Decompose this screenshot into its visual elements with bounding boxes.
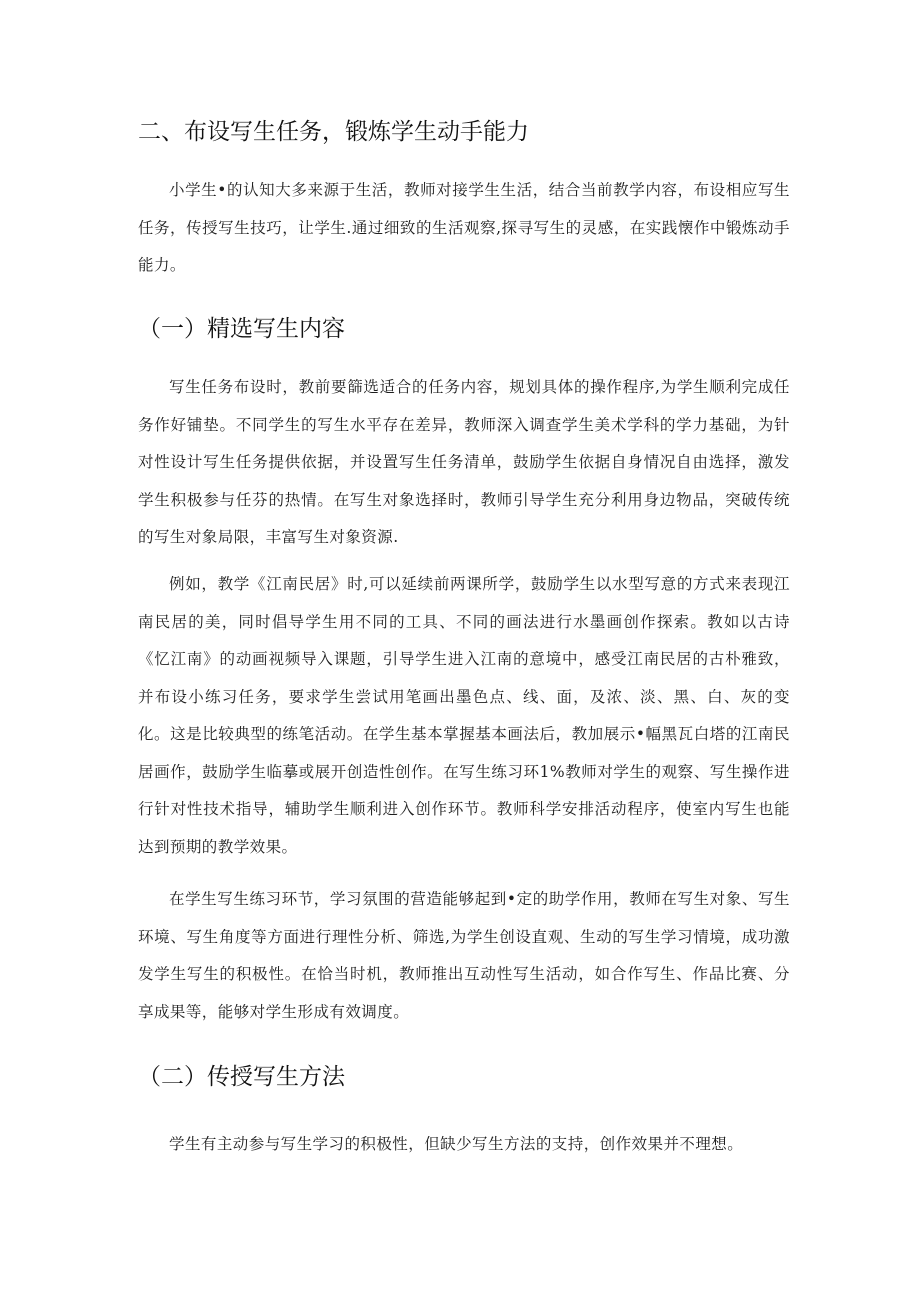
subsection-1-paragraph-3: 在学生写生练习环节，学习氛围的营造能够起到•定的助学作用，教师在写生对象、写生环境、写生角度等方面进行理性分析、筛选,为学生创设直观、生动的写生学习情境，成功激发学生写生的积极性。在恰当时机，教师推出互动性写生活动，如合作写生、作品比赛、分享成果等，能够对学生形成有效调度。	[138, 890, 790, 1021]
subsection-1-paragraph-1: 写生任务布设时，教前要篩选适合的任务内容，规划具体的操作程序,为学生顺利完成任务作好铺垫。不同学生的写生水平存在差异，教师深入调查学生美术学科的学力基础，为针对性设计写生任务提供依据，并设置写生任务清单，鼓励学生依据自身情况自由选择，激发学生积极参与任芬的热情。在写生对象选择时，教师引导学生充分利用身边物品，突破传统的写生对象局限，丰富写生对象资源.	[138, 378, 790, 546]
subsection-heading-2: （二）传授写生方法	[138, 1064, 345, 1090]
intro-paragraph: 小学生•的认知大多来源于生活，教师对接学生生活，结合当前教学内容，布设相应写生任务，传授写生技巧，让学生.通过细致的生活观察,探寻写生的灵感，在实践懐作中锻炼动手能力。	[138, 181, 790, 274]
section-heading: 二、布设写生任务，锻炼学生动手能力	[138, 119, 529, 145]
subsection-heading-1: （一）精选写生内容	[138, 316, 345, 342]
subsection-2-paragraph-1: 学生有主动参与写生学习的积极性，但缺少写生方法的支持，创作效果并不理想。	[169, 1135, 744, 1153]
subsection-1-paragraph-2: 例如，教学《江南民居》时,可以延续前两课所学，鼓励学生以水型写意的方式来表现江南民居的美，同时倡导学生用不同的工具、不同的画法进行水墨画创作探索。教如以古诗《忆江南》的动画视频导入课题，引导学生进入江南的意境中，感受江南民居的古朴雅致，并布设小练习任务，要求学生尝试用笔画出墨色点、线、面，及浓、淡、黑、白、灰的变化。这是比较典型的练笔活动。在学生基本掌握基本画法后，教加展示•幅黑瓦白塔的江南民居画作，鼓励学生临摹或展开创造性创作。在写生练习环1%教师对学生的观察、写生操作进行针对性技术指导，辅助学生顺利进入创作环节。教师科学安排活动程序，使室内写生也能达到预期的教学效果。	[138, 575, 790, 856]
